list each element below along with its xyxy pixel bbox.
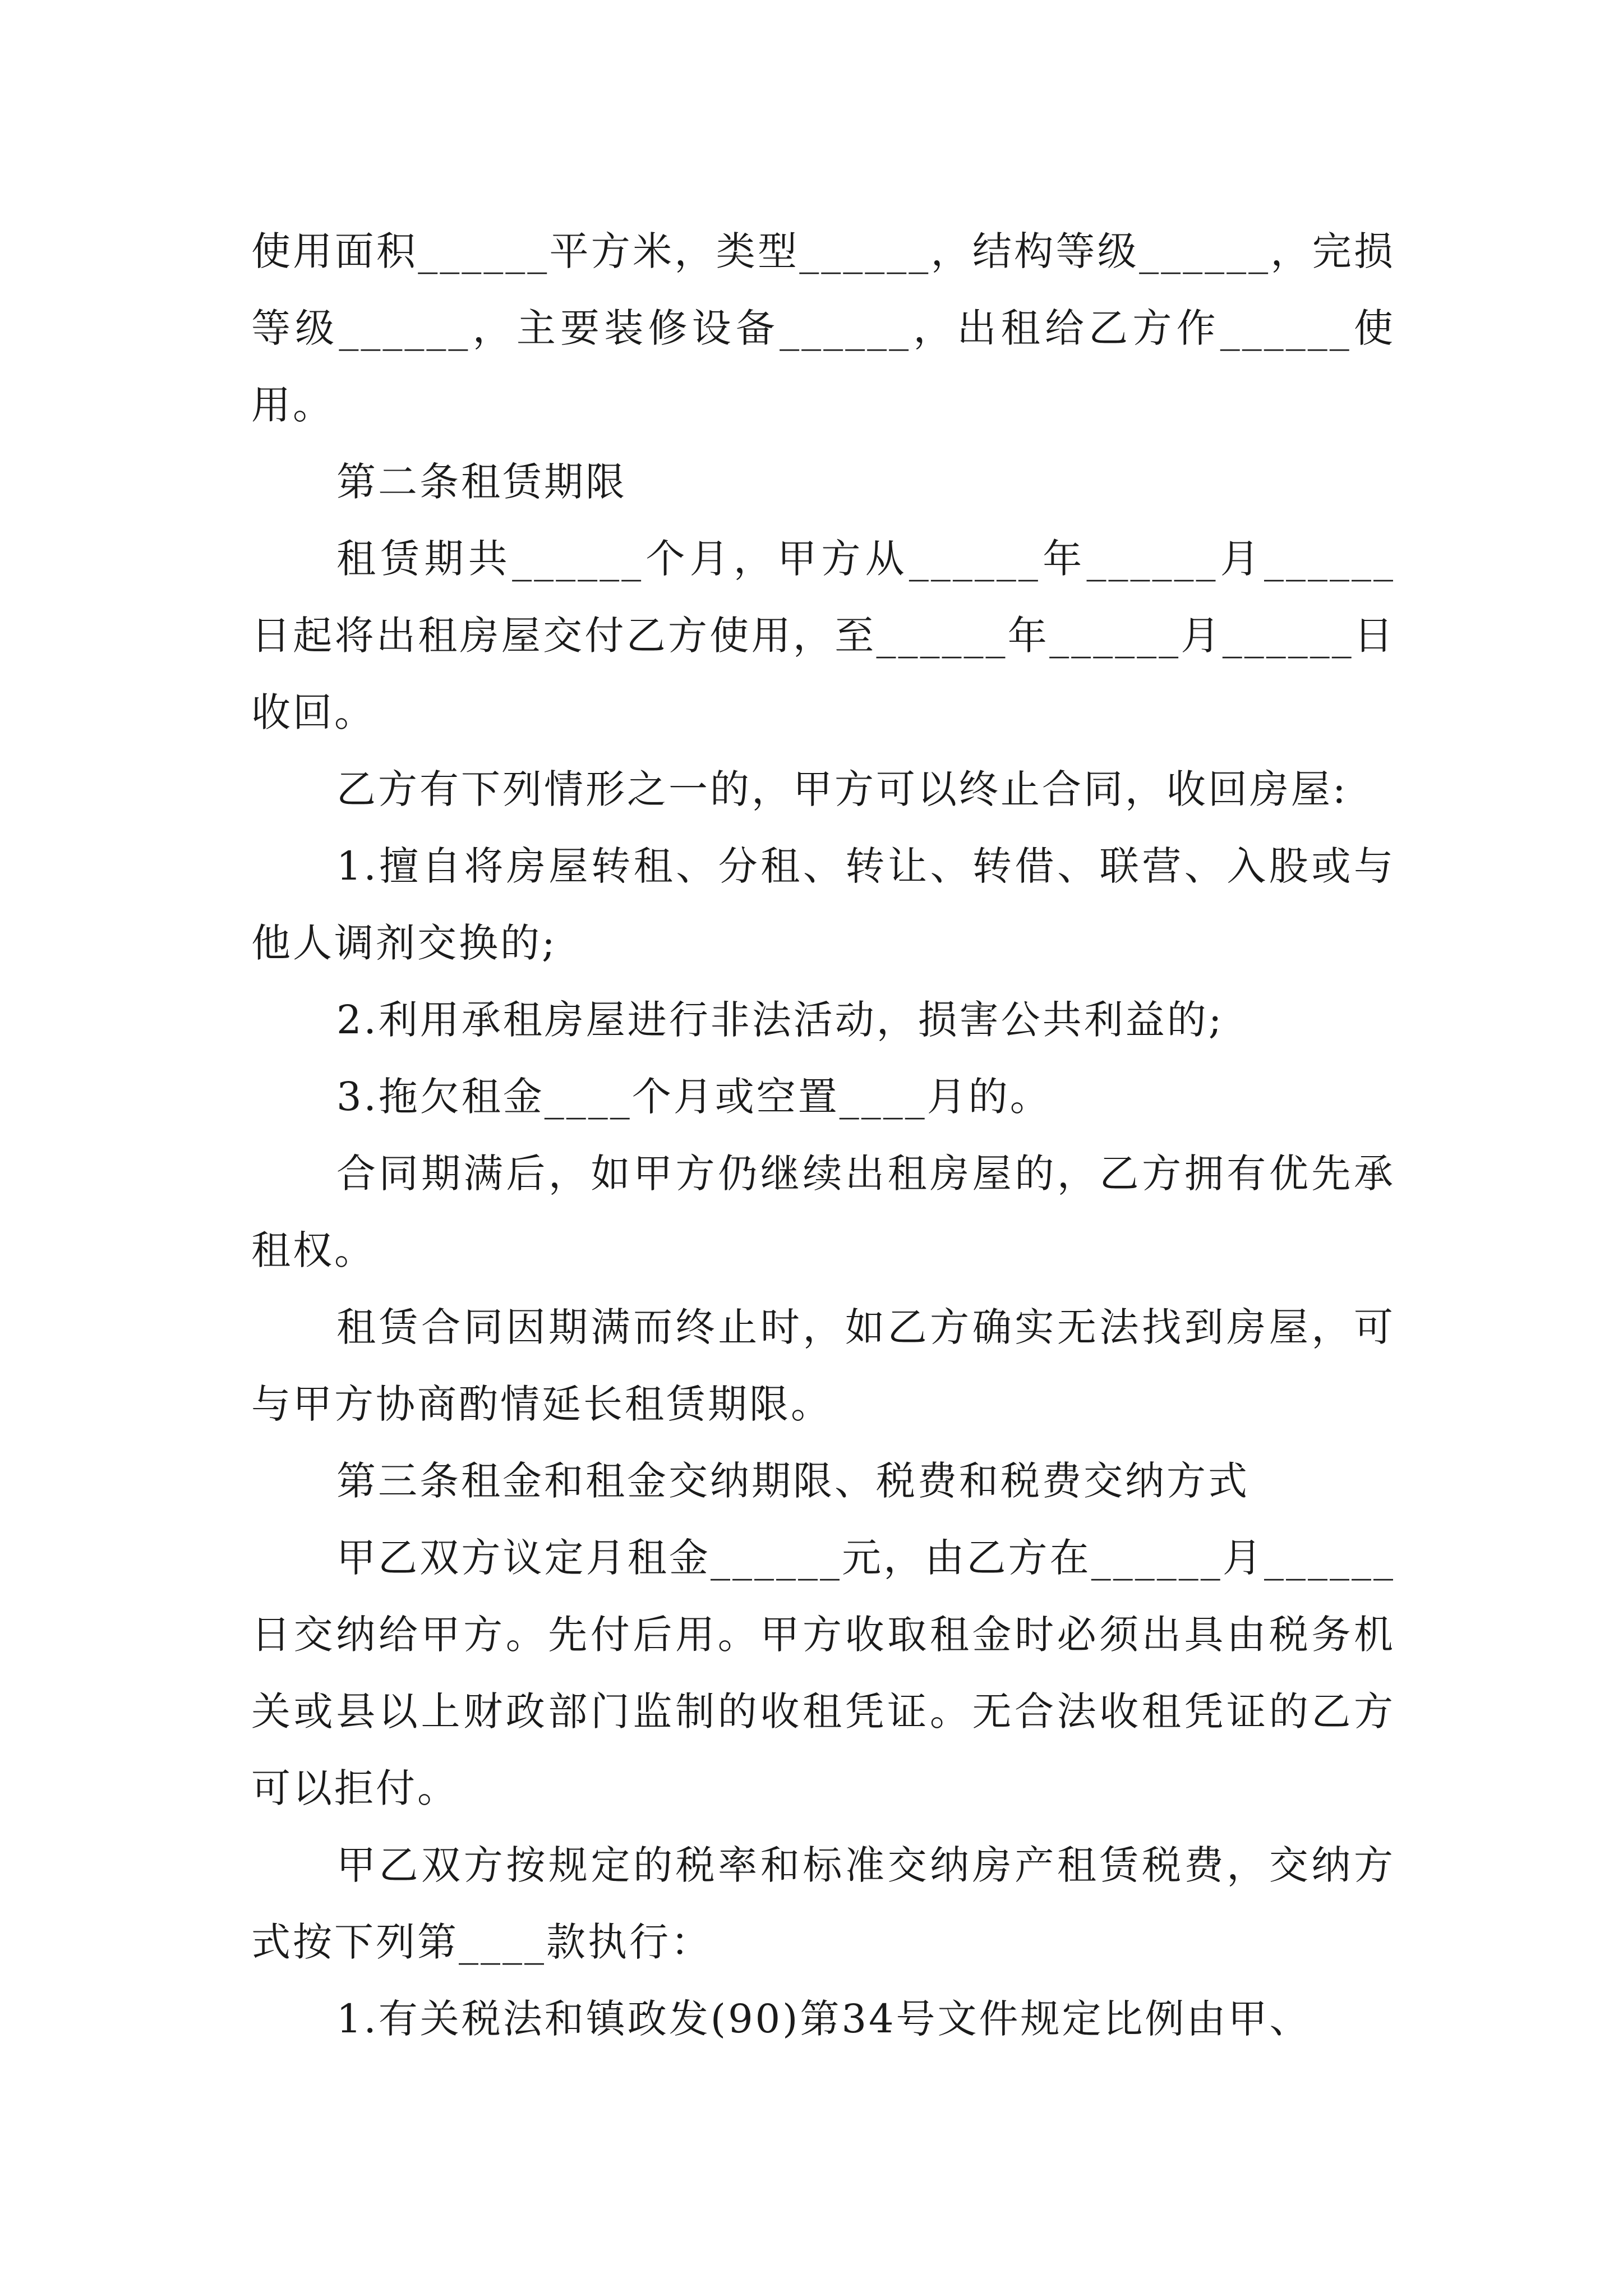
list-item-termination-3: 3.拖欠租金____个月或空置____月的。 [336, 1074, 1052, 1120]
paragraph-priority-right: 合同期满后，如甲方仍继续出租房屋的，乙方拥有优先承租权。 [251, 1151, 1395, 1273]
paragraph-monthly-rent: 甲乙双方议定月租金______元，由乙方在______月______日交纳给甲方。先付后用。甲方收取租金时必须出具由税务机关或县以上财政部门监制的收租凭证。无合法收租凭证的乙方可以拒付。 [251, 1535, 1395, 1811]
paragraph-lease-period: 租赁期共______个月，甲方从______年______月______日起将出租房屋交付乙方使用，至______年______月______日收回。 [251, 536, 1395, 735]
list-item-termination-2: 2.利用承租房屋进行非法活动，损害公共利益的; [336, 997, 1224, 1043]
heading-article-2-lease-term: 第二条租赁期限 [336, 459, 627, 505]
list-item-termination-1: 1.擅自将房屋转租、分租、转让、转借、联营、入股或与他人调剂交换的; [251, 843, 1395, 966]
heading-article-3-rent-and-tax: 第三条租金和租金交纳期限、税费和税费交纳方式 [336, 1458, 1249, 1504]
paragraph-tax-payment: 甲乙双方按规定的税率和标准交纳房产租赁税费，交纳方式按下列第____款执行： [251, 1842, 1395, 1965]
list-item-tax-1: 1.有关税法和镇政发(90)第34号文件规定比例由甲、 [336, 1996, 1311, 2042]
paragraph-usage-area: 使用面积______平方米，类型______，结构等级______，完损等级______，主要装修设备______，出租给乙方作______使用。 [251, 228, 1395, 428]
paragraph-extension: 租赁合同因期满而终止时，如乙方确实无法找到房屋，可与甲方协商酌情延长租赁期限。 [251, 1304, 1395, 1427]
document-body [251, 213, 1395, 2058]
paragraph-termination-conditions: 乙方有下列情形之一的，甲方可以终止合同，收回房屋: [336, 766, 1348, 812]
